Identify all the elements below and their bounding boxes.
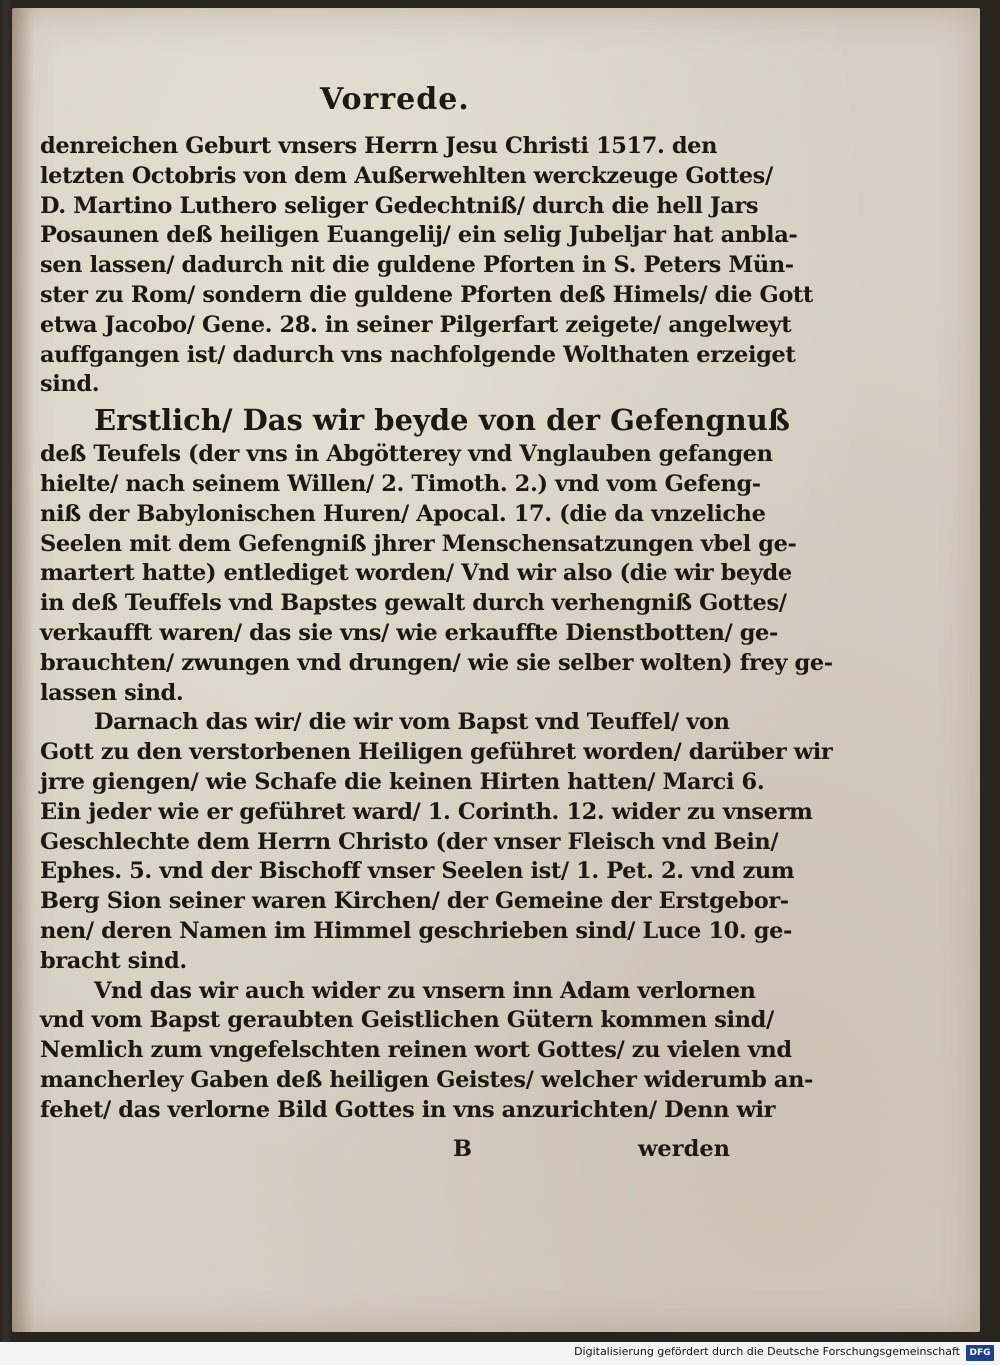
text-line: nen/ deren Namen im Himmel geschrieben sind/ Luce 10. ge- — [40, 917, 792, 944]
text-line: auffgangen ist/ dadurch vns nachfolgende Wolthaten erzeiget — [40, 341, 796, 368]
text-line: sind. — [40, 371, 100, 398]
text-line: mancherley Gaben deß heiligen Geistes/ welcher widerumb an- — [40, 1066, 813, 1093]
text-line: verkaufft waren/ das sie vns/ wie erkauffte Dienstbotten/ ge- — [40, 619, 778, 646]
text-line: niß der Babylonischen Huren/ Apocal. 17. (die da vnzeliche — [40, 500, 766, 527]
text-line: Ein jeder wie er geführet ward/ 1. Corinth. 12. wider zu vnserm — [40, 798, 813, 825]
text-line: bracht sind. — [40, 947, 187, 974]
text-line: Gott zu den verstorbenen Heiligen geführet worden/ darüber wir — [40, 739, 833, 766]
text-line: etwa Jacobo/ Gene. 28. in seiner Pilgerfart zeigete/ angelweyt — [40, 311, 792, 338]
catchword: werden — [638, 1136, 730, 1162]
text-line: deß Teufels (der vns in Abgötterey vnd Vnglauben gefangen — [40, 441, 773, 468]
page-foot-row — [40, 1136, 730, 1168]
text-line: Nemlich zum vngefelschten reinen wort Gottes/ zu vielen vnd — [40, 1037, 792, 1064]
text-line: fehet/ das verlorne Bild Gottes in vns anzurichten/ Denn wir — [40, 1096, 776, 1123]
funding-credit: Digitalisierung gefördert durch die Deutsche Forschungsgemeinschaft — [574, 1345, 960, 1358]
text-line: hielte/ nach seinem Willen/ 2. Timoth. 2.) vnd vom Gefeng- — [40, 470, 761, 497]
text-line: brauchten/ zwungen vnd drungen/ wie sie selber wolten) frey ge- — [40, 649, 833, 676]
text-line: sen lassen/ dadurch nit die guldene Pforten in S. Peters Mün- — [40, 252, 794, 279]
paragraph-start-line: Darnach das wir/ die wir vom Bapst vnd Teuffel/ von — [94, 709, 730, 736]
text-line: Geschlechte dem Herrn Christo (der vnser Fleisch vnd Bein/ — [40, 828, 779, 855]
text-line: Seelen mit dem Gefengniß jhrer Menschensatzungen vbel ge- — [40, 530, 797, 557]
running-header: Vorrede. — [320, 82, 470, 117]
text-line: Berg Sion seiner waren Kirchen/ der Gemeine der Erstgebor- — [40, 888, 789, 915]
text-line: vnd vom Bapst geraubten Geistlichen Gütern kommen sind/ — [40, 1007, 774, 1034]
page-body-text — [40, 132, 833, 1126]
digitization-footer — [0, 1342, 1000, 1365]
text-line: denreichen Geburt vnsers Herrn Jesu Christi 1517. den — [40, 133, 718, 159]
text-line: letzten Octobris von dem Außerwehlten werckzeuge Gottes/ — [40, 162, 773, 189]
dfg-logo: DFG — [966, 1345, 994, 1361]
section-heading-line: Erstlich/ Das wir beyde von der Gefengnuß — [94, 403, 790, 438]
text-line: in deß Teuffels vnd Bapstes gewalt durch verhengniß Gottes/ — [40, 590, 787, 617]
text-line: jrre giengen/ wie Schafe die keinen Hirten hatten/ Marci 6. — [40, 768, 765, 795]
text-line: ster zu Rom/ sondern die guldene Pforten deß Himels/ die Gott — [40, 281, 813, 308]
text-line: Ephes. 5. vnd der Bischoff vnser Seelen ist/ 1. Pet. 2. vnd zum — [40, 858, 795, 885]
text-line: Posaunen deß heiligen Euangelij/ ein selig Jubeljar hat anbla- — [40, 222, 798, 249]
text-line: lassen sind. — [40, 679, 184, 706]
text-line: D. Martino Luthero seliger Gedechtniß/ durch die hell Jars — [40, 192, 759, 219]
text-line: martert hatte) entlediget worden/ Vnd wir also (die wir beyde — [40, 560, 792, 587]
paragraph-start-line: Vnd das wir auch wider zu vnsern inn Adam verlornen — [94, 977, 756, 1004]
page-gutter-shadow — [12, 8, 34, 1332]
signature-mark: B — [453, 1136, 473, 1162]
